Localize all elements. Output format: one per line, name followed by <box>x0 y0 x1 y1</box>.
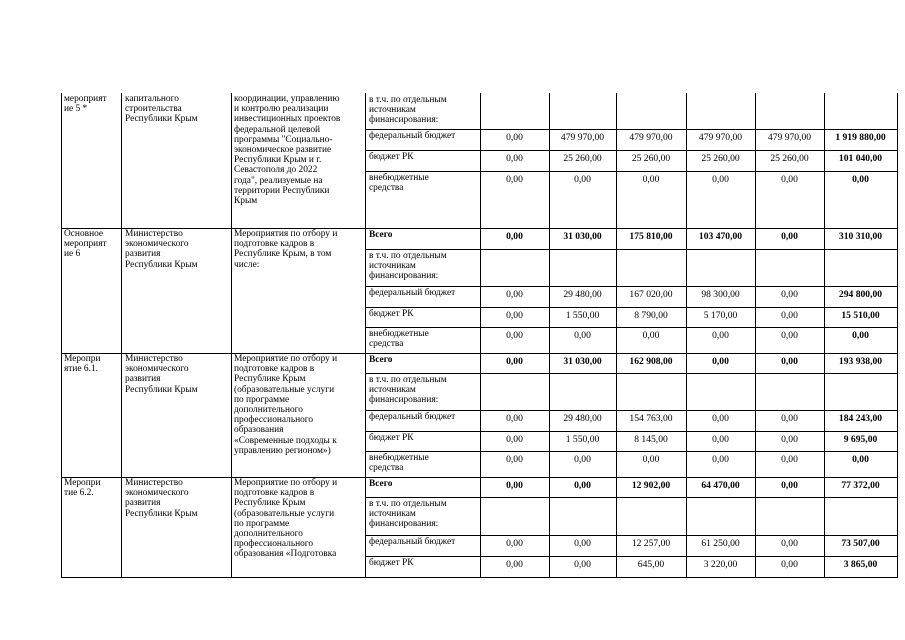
source-rule <box>365 286 898 287</box>
year-amount: 0,00 <box>506 413 523 424</box>
year-amount: 0,00 <box>781 174 798 185</box>
year-amount: 0,00 <box>574 559 591 570</box>
year-amount: 0,00 <box>712 413 729 424</box>
event-code: Меропри ятие 6.1. <box>64 354 101 375</box>
year-amount: 64 470,00 <box>701 480 740 491</box>
year-amount: 0,00 <box>506 538 523 549</box>
event-executor: капитального строительства Республики Крым <box>125 94 198 125</box>
year-amount: 479 970,00 <box>560 132 605 143</box>
year-amount: 167 020,00 <box>629 289 673 300</box>
source-rule <box>365 129 898 130</box>
total-amount: 0,00 <box>852 330 869 341</box>
year-amount: 29 480,00 <box>563 289 602 300</box>
year-amount: 0,00 <box>642 330 660 341</box>
year-amount: 1 550,00 <box>565 310 600 321</box>
year-amount: 0,00 <box>506 310 523 321</box>
year-amount: 0,00 <box>506 559 523 570</box>
year-amount: 0,00 <box>574 330 591 341</box>
event-code: мероприят ие 5 * <box>64 94 107 115</box>
year-amount: 8 790,00 <box>634 310 668 321</box>
year-amount: 25 260,00 <box>701 153 740 164</box>
total-amount: 184 243,00 <box>838 413 883 424</box>
column-rule <box>121 93 122 577</box>
total-amount: 15 510,00 <box>841 310 880 321</box>
year-amount: 0,00 <box>781 559 798 570</box>
year-amount: 0,00 <box>712 434 729 445</box>
year-amount: 0,00 <box>506 330 523 341</box>
year-amount: 175 810,00 <box>629 231 673 242</box>
year-amount: 1 550,00 <box>565 434 600 445</box>
year-amount: 0,00 <box>781 434 798 445</box>
total-amount: 193 938,00 <box>838 356 883 367</box>
year-amount: 0,00 <box>781 310 798 321</box>
total-amount: 1 919 880,00 <box>835 132 886 143</box>
funding-source-label: бюджет РК <box>369 433 414 443</box>
funding-source-label: бюджет РК <box>369 152 414 162</box>
funding-source-label: федеральный бюджет <box>369 537 456 547</box>
event-description: Мероприятие по отбору и подготовке кадров в Республике Крым (образовательные услуги по программе дополнительного профессионального образования «Подготовка <box>234 478 338 560</box>
source-rule <box>365 535 898 536</box>
funding-source-label: в т.ч. по отдельным источникам финансирования: <box>369 375 447 406</box>
funding-source-label: бюджет РК <box>369 309 414 319</box>
year-amount: 0,00 <box>712 356 729 367</box>
total-amount: 294 800,00 <box>838 289 883 300</box>
funding-source-label: в т.ч. по отдельным источникам финансирования: <box>369 251 447 282</box>
funding-source-label: внебюджетные средства <box>369 173 429 194</box>
year-amount: 479 970,00 <box>767 132 812 143</box>
year-amount: 103 470,00 <box>698 231 743 242</box>
year-amount: 0,00 <box>506 174 523 185</box>
total-amount: 73 507,00 <box>841 538 880 549</box>
year-amount: 0,00 <box>506 132 523 143</box>
year-amount: 0,00 <box>781 330 798 341</box>
year-amount: 0,00 <box>781 356 798 367</box>
year-amount: 12 902,00 <box>631 480 671 491</box>
year-amount: 0,00 <box>506 480 523 491</box>
year-amount: 0,00 <box>506 356 523 367</box>
source-rule <box>365 556 898 557</box>
funding-source-label: бюджет РК <box>369 558 414 568</box>
year-amount: 61 250,00 <box>701 538 740 549</box>
year-amount: 0,00 <box>574 174 591 185</box>
year-amount: 25 260,00 <box>770 153 809 164</box>
column-rule <box>231 93 232 577</box>
year-amount: 0,00 <box>506 434 523 445</box>
source-rule <box>365 431 898 432</box>
funding-source-label: федеральный бюджет <box>369 412 456 422</box>
column-rule <box>365 93 366 577</box>
year-amount: 12 257,00 <box>631 538 671 549</box>
total-amount: 77 372,00 <box>841 480 880 491</box>
funding-source-label: в т.ч. по отдельным источникам финансирования: <box>369 95 447 126</box>
year-amount: 0,00 <box>781 231 798 242</box>
year-amount: 0,00 <box>781 454 798 465</box>
year-amount: 0,00 <box>506 454 523 465</box>
table-bottom-rule <box>61 577 898 578</box>
year-amount: 0,00 <box>574 454 591 465</box>
source-rule <box>365 171 898 172</box>
year-amount: 0,00 <box>574 480 591 491</box>
source-rule <box>365 327 898 328</box>
total-amount: 0,00 <box>852 174 869 185</box>
year-amount: 0,00 <box>712 174 729 185</box>
year-amount: 0,00 <box>642 174 660 185</box>
event-executor: Министерство экономического развития Республики Крым <box>125 354 198 395</box>
year-amount: 8 145,00 <box>634 434 668 445</box>
funding-source-label: Всего <box>369 230 393 240</box>
column-rule <box>897 93 898 577</box>
event-code: Основное мероприят ие 6 <box>64 229 107 260</box>
year-amount: 3 220,00 <box>703 559 738 570</box>
year-amount: 31 030,00 <box>563 231 602 242</box>
source-rule <box>365 497 898 498</box>
year-amount: 5 170,00 <box>703 310 738 321</box>
column-rule <box>61 93 62 577</box>
source-rule <box>365 410 898 411</box>
year-amount: 0,00 <box>506 153 523 164</box>
year-amount: 479 970,00 <box>629 132 673 143</box>
year-amount: 0,00 <box>506 289 523 300</box>
year-amount: 0,00 <box>574 538 591 549</box>
year-amount: 0,00 <box>712 454 729 465</box>
year-amount: 31 030,00 <box>563 356 602 367</box>
event-description: координации, управлению и контролю реализации инвестиционных проектов федеральной целевой программы "Социально- экономическое развитие Республики Крым и г. Севастополя до 2022 года", реализуемые на территории Республики Крым <box>234 94 341 207</box>
source-rule <box>365 249 898 250</box>
funding-source-label: федеральный бюджет <box>369 131 456 141</box>
year-amount: 0,00 <box>781 538 798 549</box>
source-rule <box>365 150 898 151</box>
total-amount: 9 695,00 <box>843 434 878 445</box>
event-code: Меропри тие 6.2. <box>64 478 101 499</box>
funding-source-label: Всего <box>369 479 393 489</box>
source-rule <box>365 451 898 452</box>
event-description: Мероприятие по отбору и подготовке кадров в Республике Крым (образовательные услуги по программе дополнительного профессионального образования «Современные подходы к управлению регионом») <box>234 354 338 456</box>
event-description: Мероприятия по отбору и подготовке кадров в Республике Крым, в том числе: <box>234 229 338 270</box>
total-amount: 101 040,00 <box>838 153 883 164</box>
funding-source-label: внебюджетные средства <box>369 329 429 350</box>
year-amount: 645,00 <box>637 559 665 570</box>
year-amount: 25 260,00 <box>563 153 602 164</box>
year-amount: 0,00 <box>781 413 798 424</box>
year-amount: 0,00 <box>642 454 660 465</box>
year-amount: 0,00 <box>781 480 798 491</box>
funding-source-label: в т.ч. по отдельным источникам финансирования: <box>369 499 447 530</box>
year-amount: 0,00 <box>712 330 729 341</box>
year-amount: 25 260,00 <box>631 153 671 164</box>
funding-source-label: внебюджетные средства <box>369 453 429 474</box>
year-amount: 0,00 <box>781 289 798 300</box>
year-amount: 98 300,00 <box>701 289 740 300</box>
source-rule <box>365 307 898 308</box>
event-executor: Министерство экономического развития Республики Крым <box>125 478 198 519</box>
total-amount: 3 865,00 <box>843 559 878 570</box>
total-amount: 310 310,00 <box>838 231 883 242</box>
funding-source-label: федеральный бюджет <box>369 288 456 298</box>
funding-source-label: Всего <box>369 355 393 365</box>
year-amount: 29 480,00 <box>563 413 602 424</box>
year-amount: 162 908,00 <box>629 356 673 367</box>
year-amount: 154 763,00 <box>629 413 673 424</box>
source-rule <box>365 373 898 374</box>
event-executor: Министерство экономического развития Республики Крым <box>125 229 198 270</box>
year-amount: 0,00 <box>506 231 523 242</box>
total-amount: 0,00 <box>852 454 869 465</box>
year-amount: 479 970,00 <box>698 132 743 143</box>
